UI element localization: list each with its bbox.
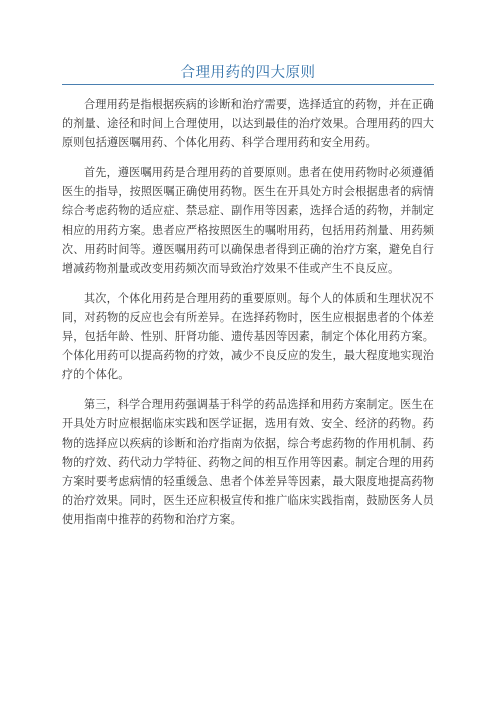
title-underline: [62, 84, 434, 85]
paragraph-scientific-medication: 第三，科学合理用药强调基于科学的药品选择和用药方案制定。医生在开具处方时应根据临床实践和医学证据，选用有效、安全、经济的药物。药物的选择应以疾病的诊断和治疗指南为依据，综合考虑药物的作用机制、药物的疗效、药代动力学特征、药物之间的相互作用等因素。制定合理的用药方案时要考虑病情的轻重缓急、患者个体差异等因素，最大限度地提高药物的治疗效果。同时，医生还应积极宣传和推广临床实践指南，鼓励医务人员使用指南中推荐的药物和治疗方案。: [62, 398, 434, 526]
document-body: [62, 95, 434, 540]
paragraph-follow-prescription: 首先，遵医嘱用药是合理用药的首要原则。患者在使用药物时必须遵循医生的指导，按照医嘱正确使用药物。医生在开具处方时会根据患者的病情综合考虑药物的适应症、禁忌症、副作用等因素，选择合适的药物，并制定相应的用药方案。患者应严格按照医生的嘱咐用药，包括用药剂量、用药频次、用药时间等。遵医嘱用药可以确保患者得到正确的治疗方案，避免自行增减药物剂量或改变用药频次而导致治疗效果不佳或产生不良反应。: [62, 166, 434, 275]
paragraph-individualized-medication: 其次，个体化用药是合理用药的重要原则。每个人的体质和生理状况不同，对药物的反应也会有所差异。在选择药物时，医生应根据患者的个体差异，包括年龄、性别、肝肾功能、遗传基因等因素，制定个体化用药方案。个体化用药可以提高药物的疗效，减少不良反应的发生，最大程度地实现治疗的个体化。: [62, 291, 434, 382]
paragraph-intro: 合理用药是指根据疾病的诊断和治疗需要，选择适宜的药物，并在正确的剂量、途径和时间上合理使用，以达到最佳的治疗效果。合理用药的四大原则包括遵医嘱用药、个体化用药、科学合理用药和安全用药。: [62, 98, 434, 150]
document-title: 合理用药的四大原则: [180, 65, 316, 81]
